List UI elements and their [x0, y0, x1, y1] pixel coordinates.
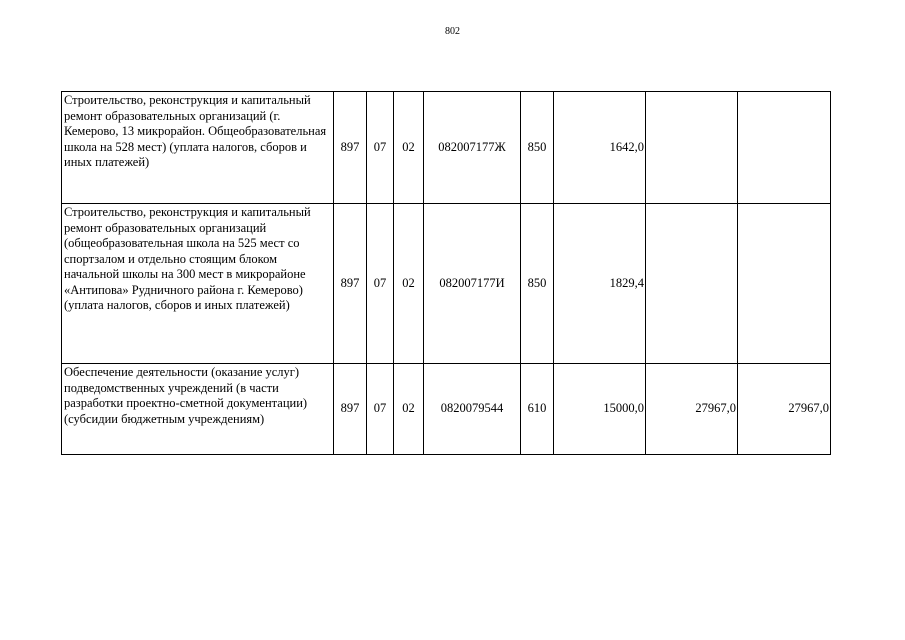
table-row [62, 364, 831, 455]
amount-3: 27967,0 [738, 364, 831, 455]
target-article-code: 0820079544 [424, 364, 521, 455]
amount-1: 1642,0 [554, 92, 646, 204]
amount-2 [646, 204, 738, 364]
page-number: 802 [445, 26, 460, 37]
table-row [62, 92, 831, 204]
target-article-code: 082007177Ж [424, 92, 521, 204]
subsection-code: 02 [394, 204, 424, 364]
ministry-code: 897 [334, 204, 367, 364]
ministry-code: 897 [334, 92, 367, 204]
section-code: 07 [367, 364, 394, 455]
target-article-code: 082007177И [424, 204, 521, 364]
row-description: Строительство, реконструкция и капитальный ремонт образовательных организаций (г. Кемерово, 13 микрорайон. Общеобразовательная школа на 528 мест) (уплата налогов, сборов и иных платежей) [62, 92, 334, 204]
amount-3 [738, 92, 831, 204]
amount-1: 15000,0 [554, 364, 646, 455]
expense-type-code: 850 [521, 204, 554, 364]
amount-1: 1829,4 [554, 204, 646, 364]
section-code: 07 [367, 204, 394, 364]
amount-2: 27967,0 [646, 364, 738, 455]
section-code: 07 [367, 92, 394, 204]
amount-3 [738, 204, 831, 364]
table-row [62, 204, 831, 364]
expense-type-code: 850 [521, 92, 554, 204]
ministry-code: 897 [334, 364, 367, 455]
subsection-code: 02 [394, 364, 424, 455]
budget-table [61, 91, 831, 455]
amount-2 [646, 92, 738, 204]
expense-type-code: 610 [521, 364, 554, 455]
subsection-code: 02 [394, 92, 424, 204]
row-description: Строительство, реконструкция и капитальный ремонт образовательных организаций (общеобразовательная школа на 525 мест со спортзалом и отдельно стоящим блоком начальной школы на 300 мест в микрорайоне «Антипова» Рудничного района г. Кемерово) (уплата налогов, сборов и иных платежей) [62, 204, 334, 364]
row-description: Обеспечение деятельности (оказание услуг) подведомственных учреждений (в части разработки проектно-сметной документации) (субсидии бюджетным учреждениям) [62, 364, 334, 455]
